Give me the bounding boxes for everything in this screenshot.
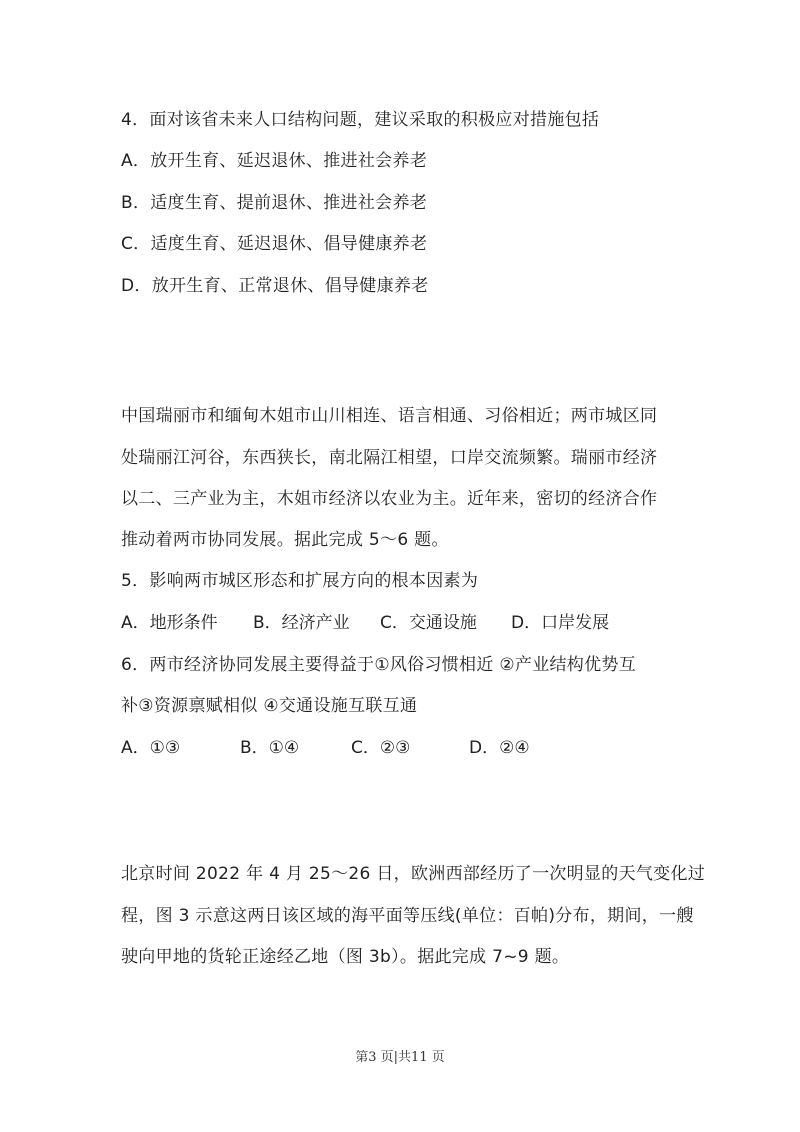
- passage2-line-3: 以二、三产业为主，木姐市经济以农业为主。近年来，密切的经济合作: [121, 489, 658, 509]
- passage2-line-2: 处瑞丽江河谷，东西狭长，南北隔江相望，口岸交流频繁。瑞丽市经济: [121, 448, 658, 468]
- q4-option-a: A．放开生育、延迟退休、推进社会养老: [121, 151, 428, 171]
- passage3-line-1: 北京时间 2022 年 4 月 25～26 日，欧洲西部经历了一次明显的天气变化过: [121, 864, 706, 884]
- q6-option-d: D．②④: [469, 738, 530, 758]
- q5-stem: 5．影响两市城区形态和扩展方向的根本因素为: [121, 571, 479, 591]
- passage2-line-1: 中国瑞丽市和缅甸木姐市山川相连、语言相通、习俗相近；两市城区同: [121, 406, 658, 426]
- q6-stem-line-1: 6．两市经济协同发展主要得益于①风俗习惯相近 ②产业结构优势互: [121, 655, 636, 675]
- passage2-line-4: 推动着两市协同发展。据此完成 5～6 题。: [121, 530, 449, 550]
- q5-option-d: D．口岸发展: [511, 613, 610, 633]
- q5-option-a: A．地形条件: [121, 613, 218, 633]
- page-footer: 第3 页|共11 页: [355, 1050, 445, 1065]
- q4-option-b: B．适度生育、提前退休、推进社会养老: [121, 193, 428, 213]
- q4-option-c: C．适度生育、延迟退休、倡导健康养老: [121, 234, 428, 254]
- passage3-line-3: 驶向甲地的货轮正途经乙地（图 3b）。据此完成 7~9 题。: [121, 947, 570, 967]
- q5-option-c: C．交通设施: [380, 613, 477, 633]
- q5-option-b: B．经济产业: [253, 613, 350, 633]
- q4-stem: 4．面对该省未来人口结构问题，建议采取的积极应对措施包括: [121, 110, 600, 130]
- q6-option-a: A．①③: [121, 738, 181, 758]
- q4-option-d: D．放开生育、正常退休、倡导健康养老: [121, 276, 429, 296]
- q6-stem-line-2: 补③资源禀赋相似 ④交通设施互联互通: [121, 696, 418, 716]
- passage3-line-2: 程，图 3 示意这两日该区域的海平面等压线(单位：百帕)分布，期间，一艘: [121, 906, 694, 926]
- q6-option-c: C．②③: [351, 738, 411, 758]
- q6-option-b: B．①④: [240, 738, 300, 758]
